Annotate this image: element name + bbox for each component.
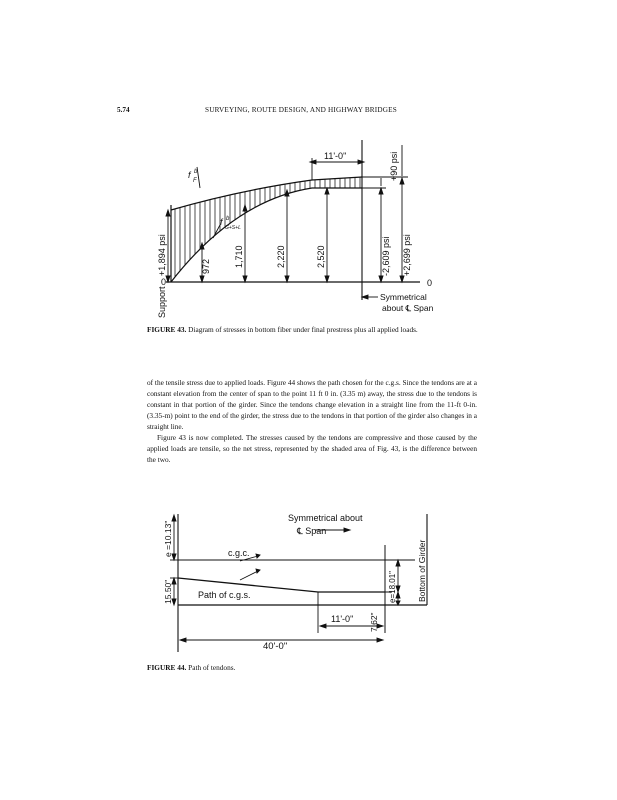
figure-43-caption-text: Diagram of stresses in bottom fiber under final prestress plus all applied loads. [188, 325, 418, 334]
fig43-psi-plus1894: +1,894 psi [157, 234, 167, 276]
fig43-value-972: 972 [201, 258, 211, 274]
fig43-about-span: about ℄ Span [382, 303, 434, 313]
fig44-about-span: ℄ Span [297, 526, 327, 536]
fig44-dim-11ft: 11'-0" [331, 614, 354, 624]
figure-44-caption [147, 662, 477, 673]
fig43-psi-plus90: +90 psi [389, 151, 399, 181]
fig43-zero-left: 0 [161, 277, 167, 287]
fig44-e-right: e=18.01" [388, 571, 397, 603]
fig43-value-2220: 2,220 [276, 245, 286, 268]
fig43-symmetrical: Symmetrical [380, 292, 427, 302]
fig43-dim-11ft: 11'-0" [324, 151, 347, 161]
fig43-support-label: Support [157, 286, 167, 318]
fig44-path-cgs-label: Path of c.g.s. [198, 590, 251, 600]
fig44-dim-762: 7.62" [369, 612, 379, 632]
ordinates [166, 145, 408, 299]
fig43-psi-minus2609: -2,609 psi [381, 236, 391, 276]
body-paragraph-1: of the tensile stress due to applied loads. Figure 44 shows the path chosen for the c.g.s. Since the tendons are at a constant elevation from the center of span to the point 11 ft 0 in. (3.35 m) away, the stress due to the tendons is constant in that portion of the girder. Since the tendons change elevation in a straight line from the 11-ft 0-in. (3.35-m) point to the end of the girder, the stress due to the tendons in that portion of the girder also changes in a straight line. [147, 378, 477, 431]
page-number: 5.74 [117, 106, 130, 114]
fig43-ff-label [188, 169, 198, 184]
fig43-value-1710: 1,710 [234, 245, 244, 268]
svg-text:b: b [226, 216, 230, 222]
fig43-psi-plus2699: +2,699 psi [402, 234, 412, 276]
fig44-dimension-arrows [172, 515, 400, 642]
svg-text:G+S+L: G+S+L [225, 225, 241, 231]
fig44-dim-1550: 15.50" [163, 579, 173, 604]
fig44-e-left: e =10.13" [163, 520, 173, 557]
running-title: SURVEYING, ROUTE DESIGN, AND HIGHWAY BRIDGES [205, 106, 397, 114]
svg-text:F: F [193, 178, 197, 184]
figure-44-caption-text: Path of tendons. [188, 663, 236, 672]
fig44-cgc-label: c.g.c. [228, 548, 250, 558]
fig43-value-2520: 2,520 [316, 245, 326, 268]
svg-text:f: f [220, 217, 223, 227]
fig44-symmetrical: Symmetrical about [288, 513, 363, 523]
figure-43-caption [147, 324, 477, 335]
figure-44-caption-label: FIGURE 44. [147, 663, 187, 672]
svg-text:b: b [194, 169, 198, 175]
fig44-bottom-girder: Bottom of Girder [417, 539, 427, 602]
figure-43-caption-label: FIGURE 43. [147, 325, 187, 334]
fig44-dim-40ft: 40'-0" [263, 641, 288, 652]
fig43-zero-right: 0 [427, 278, 433, 288]
body-text [147, 377, 477, 465]
svg-text:f: f [188, 170, 191, 180]
body-paragraph-2: Figure 43 is now completed. The stresses caused by the tendons are compressive and those caused by the applied loads are tensile, so the net stress, represented by the shaded area of Fig. 43, is the difference between the two. [147, 433, 477, 464]
